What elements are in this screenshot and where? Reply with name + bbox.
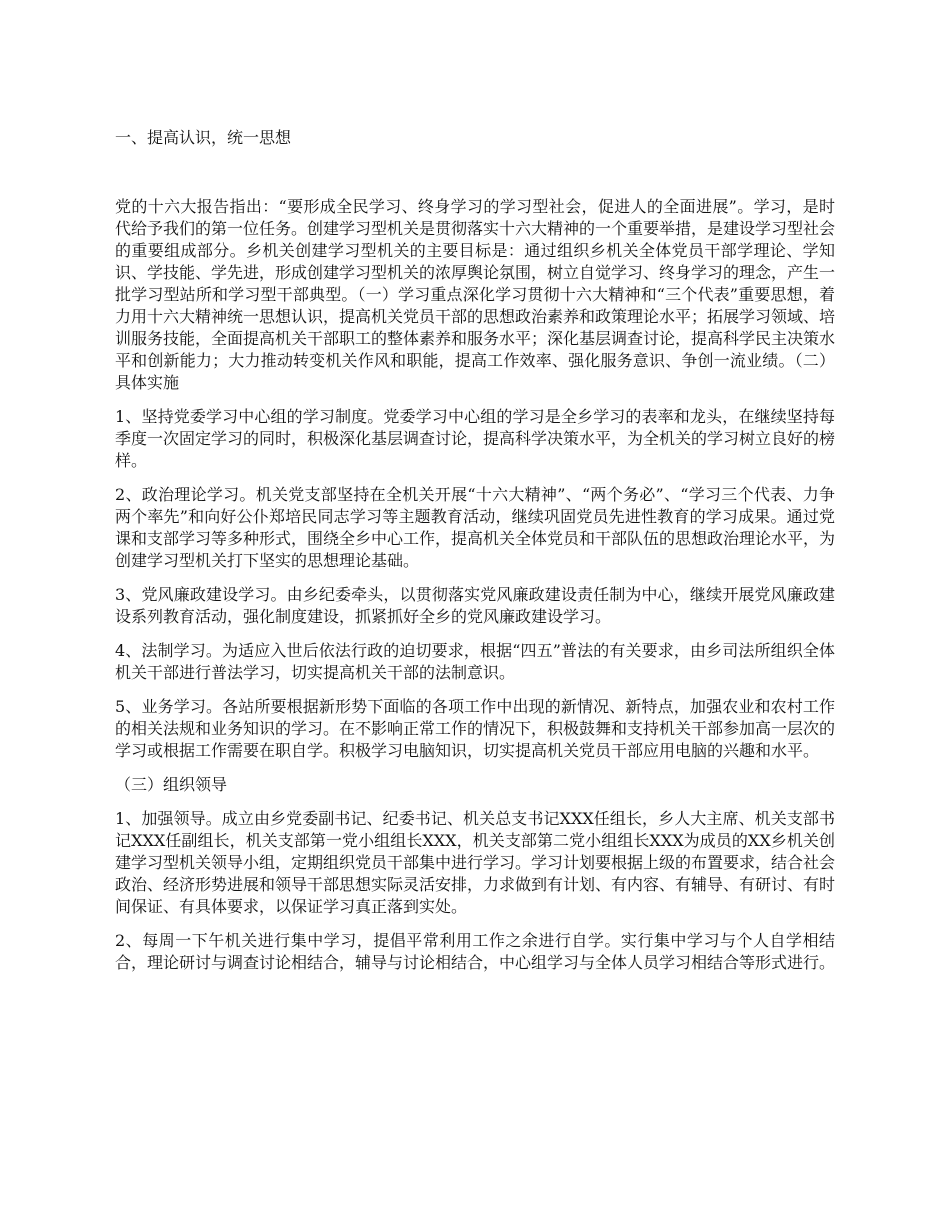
paragraph-intro: 党的十六大报告指出：“要形成全民学习、终身学习的学习型社会，促进人的全面进展”。学习，是时代给予我们的第一位任务。创建学习型机关是贯彻落实十六大精神的一个重要举措，是建设学习型社会的重要组成部分。乡机关创建学习型机关的主要目标是：通过组织乡机关全体党员干部学理论、学知识、学技能、学先进，形成创建学习型机关的浓厚舆论氛围，树立自觉学习、终身学习的理念，产生一批学习型站所和学习型干部典型。（一）学习重点深化学习贯彻十六大精神和“三个代表”重要思想，着力用十六大精神统一思想认识，提高机关党员干部的思想政治素养和政策理论水平；拓展学习领域、培训服务技能，全面提高机关干部职工的整体素养和服务水平；深化基层调查讨论，提高科学民主决策水平和创新能力；大力推动转变机关作风和职能，提高工作效率、强化服务意识、争创一流业绩。（二）具体实施 — [115, 197, 836, 392]
paragraph-leadership-1: 1、加强领导。成立由乡党委副书记、纪委书记、机关总支书记XXX任组长，乡人大主席、机关支部书记XXX任副组长，机关支部第一党小组组长XXX，机关支部第二党小组组长XXX为成员的XX乡机关创建学习型机关领导小组，定期组织党员干部集中进行学习。学习计划要根据上级的布置要求，结合社会政治、经济形势进展和领导干部思想实际灵活安排，力求做到有计划、有内容、有辅导、有研讨、有时间保证、有具体要求，以保证学习真正落到实处。 — [115, 809, 836, 916]
paragraph-leadership-2: 2、每周一下午机关进行集中学习，提倡平常利用工作之余进行自学。实行集中学习与个人自学相结合，理论研讨与调查讨论相结合，辅导与讨论相结合，中心组学习与全体人员学习相结合等形式进行。 — [115, 931, 836, 972]
section-heading: 一、提高认识，统一思想 — [115, 128, 292, 147]
paragraph-item-2: 2、政治理论学习。机关党支部坚持在全机关开展“十六大精神”、“两个务必”、“学习三个代表、力争两个率先”和向好公仆郑培民同志学习等主题教育活动，继续巩固党员先进性教育的学习成果。通过党课和支部学习等多种形式，围绕全乡中心工作，提高机关全体党员和干部队伍的思想政治理论水平，为创建学习型机关打下坚实的思想理论基础。 — [115, 485, 836, 570]
paragraph-item-3: 3、党风廉政建设学习。由乡纪委牵头，以贯彻落实党风廉政建设责任制为中心，继续开展党风廉政建设系列教育活动，强化制度建设，抓紧抓好全乡的党风廉政建设学习。 — [115, 585, 835, 626]
paragraph-item-4: 4、法制学习。为适应入世后依法行政的迫切要求，根据“四五”普法的有关要求，由乡司法所组织全体机关干部进行普法学习，切实提高机关干部的法制意识。 — [115, 641, 835, 682]
paragraph-item-5: 5、业务学习。各站所要根据新形势下面临的各项工作中出现的新情况、新特点，加强农业和农村工作的相关法规和业务知识的学习。在不影响正常工作的情况下，积极鼓舞和支持机关干部参加高一层次的学习或根据工作需要在职自学。积极学习电脑知识，切实提高机关党员干部应用电脑的兴趣和水平。 — [115, 697, 836, 760]
subsection-heading: （三）组织领导 — [115, 775, 228, 794]
document-page — [115, 126, 835, 974]
paragraph-item-1: 1、坚持党委学习中心组的学习制度。党委学习中心组的学习是全乡学习的表率和龙头，在继续坚持每季度一次固定学习的同时，积极深化基层调查讨论，提高科学决策水平，为全机关的学习树立良好的榜样。 — [115, 407, 836, 470]
